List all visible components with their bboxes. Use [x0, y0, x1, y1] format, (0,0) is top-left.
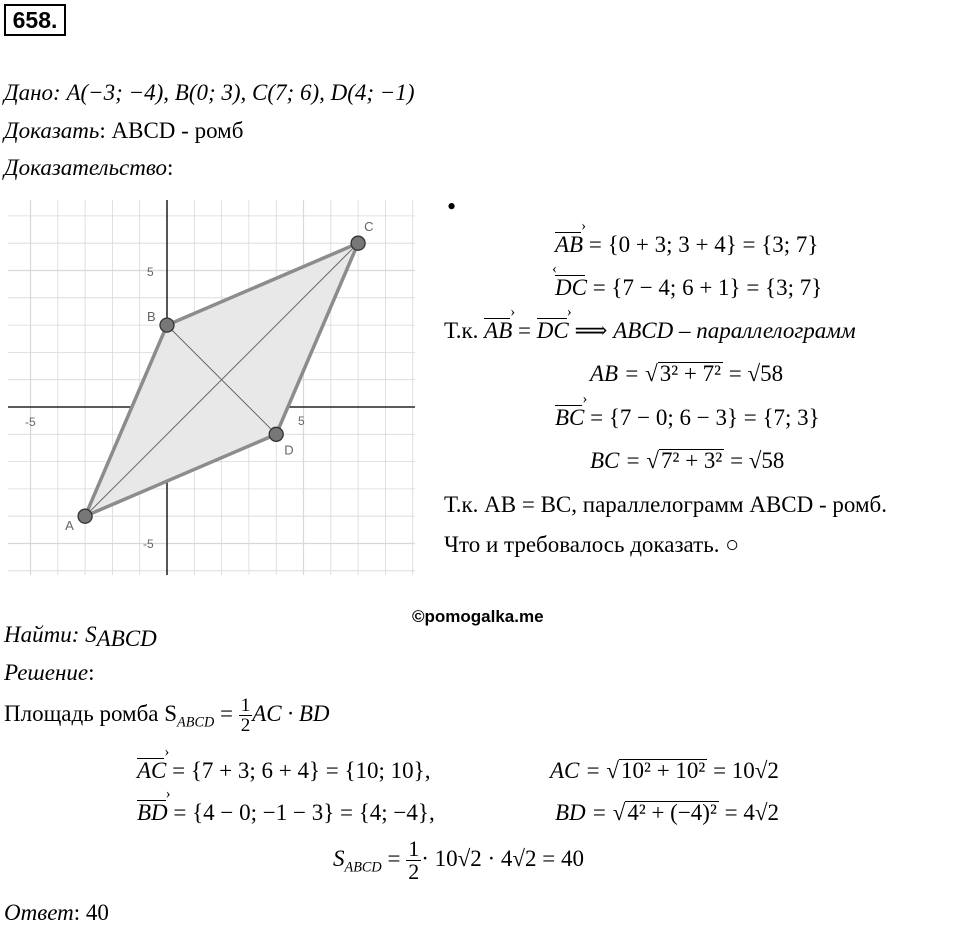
ac-length-line: AC = √10² + 10² = 10√2 [550, 758, 779, 783]
bd-vector-line [137, 800, 435, 826]
area-pre: Площадь ромба S [4, 700, 178, 726]
area-sub: ABCD [177, 714, 215, 731]
solution-label: Решение [4, 660, 89, 685]
given-line [4, 80, 414, 106]
bd-length-radicand: 4² + (−4)² [627, 800, 717, 825]
bc-length-pre: BC = [590, 448, 647, 473]
vector-bc-line [555, 405, 820, 431]
result-fraction: $\frac{1}{2}$ [408, 836, 420, 884]
point-d [269, 427, 283, 441]
vector-dc-eq: = {7 − 4; 6 + 1} = {3; 7} [592, 275, 823, 300]
vector-dc-line [555, 275, 822, 301]
bd-length-pre: BD = [555, 800, 613, 825]
answer-label: Ответ [4, 900, 74, 925]
qed-line: Что и требовалось доказать. ○ [444, 532, 740, 557]
ab-length-post: = √58 [723, 361, 784, 386]
prove-text: : ABCD - ромб [99, 118, 244, 143]
tick-y-5: 5 [147, 265, 154, 279]
vector-bc-eq: = {7 − 0; 6 − 3} = {7; 3} [590, 405, 820, 430]
problem-number: 658. [4, 4, 66, 36]
vector-ab: AB › [555, 232, 583, 258]
since-parallelogram-line [444, 318, 856, 344]
solution-line [4, 660, 95, 686]
answer-line [4, 900, 109, 926]
find-text: : S [71, 622, 97, 647]
bc-length-line: BC = √7² + 3² = √58 [590, 448, 785, 473]
vector-ac-eq: = {7 + 3; 6 + 4} = {10; 10}, [172, 758, 431, 783]
bd-length-line: BD = √4² + (−4)² = 4√2 [555, 800, 779, 825]
since1-pre: Т.к. [444, 318, 485, 343]
point-label-b: B [147, 309, 156, 325]
vector-ab-line [555, 232, 818, 258]
vector-ab-eq: = {0 + 3; 3 + 4} = {3; 7} [588, 232, 819, 257]
area-eq: = [214, 700, 239, 726]
bullet: • [447, 192, 457, 221]
bc-length-radicand: 7² + 3² [661, 448, 723, 473]
since1-eq: = [512, 318, 537, 343]
given-text: : A(−3; −4), B(0; 3), C(7; 6), D(4; −1) [53, 80, 415, 105]
find-label: Найти [4, 622, 72, 647]
vector-bd-eq: = {4 − 0; −1 − 3} = {4; −4}, [173, 800, 435, 825]
find-sub: ABCD [96, 626, 157, 652]
result-sub: ABCD [344, 859, 382, 876]
ab-length-radicand: 3² + 7² [659, 361, 722, 386]
bc-length-post: = √58 [724, 448, 785, 473]
prove-line [4, 118, 243, 144]
prove-label: Доказать [4, 118, 100, 143]
answer-text: : 40 [73, 900, 109, 925]
coordinate-graph [0, 190, 420, 580]
point-c [351, 236, 365, 250]
area-result-line [333, 838, 584, 883]
vector-dc: DC ‹ [555, 275, 587, 301]
vector-bd: BD › [137, 800, 168, 826]
vector-ac: AC › [137, 758, 166, 784]
watermark: ©pomogalka.me [412, 607, 544, 626]
ab-length-pre: AB = [590, 361, 646, 386]
proof-label: Доказательство [4, 155, 168, 180]
ac-vector-line [137, 758, 430, 784]
vector-bc: BC › [555, 405, 584, 431]
proof-line [4, 155, 173, 181]
given-label: Дано [4, 80, 54, 105]
since1-post: ⟹ ABCD – параллелограмм [568, 318, 856, 343]
tick-x-neg5: -5 [25, 415, 36, 429]
since1-dc: DC › [537, 318, 569, 344]
tick-y-neg5: -5 [143, 537, 154, 551]
result-eq: = [381, 845, 407, 871]
tick-x-5: 5 [298, 414, 305, 428]
ab-length-line: AB = √3² + 7² = √58 [590, 361, 784, 386]
proof-colon: : [167, 155, 174, 180]
point-label-c: C [364, 219, 374, 235]
result-s: S [333, 845, 345, 871]
area-fraction: $\frac{1}{2}$ [240, 695, 251, 736]
bd-length-post: = 4√2 [718, 800, 779, 825]
since1-ab: AB › [484, 318, 512, 344]
ac-length-post: = 10√2 [707, 758, 779, 783]
find-line [4, 622, 157, 652]
point-b [160, 318, 174, 332]
solution-colon: : [88, 660, 95, 685]
ac-length-pre: AC = [550, 758, 607, 783]
result-post: · 10√2 · 4√2 = 40 [421, 845, 584, 871]
ac-length-radicand: 10² + 10² [621, 758, 706, 783]
area-post: AC · BD [252, 700, 330, 726]
point-label-a: A [65, 518, 74, 534]
since-rhombus-line: Т.к. AB = BC, параллелограмм ABCD - ромб. [444, 492, 887, 517]
point-a [78, 509, 92, 523]
area-formula-line [4, 696, 330, 735]
point-label-d: D [284, 442, 294, 458]
